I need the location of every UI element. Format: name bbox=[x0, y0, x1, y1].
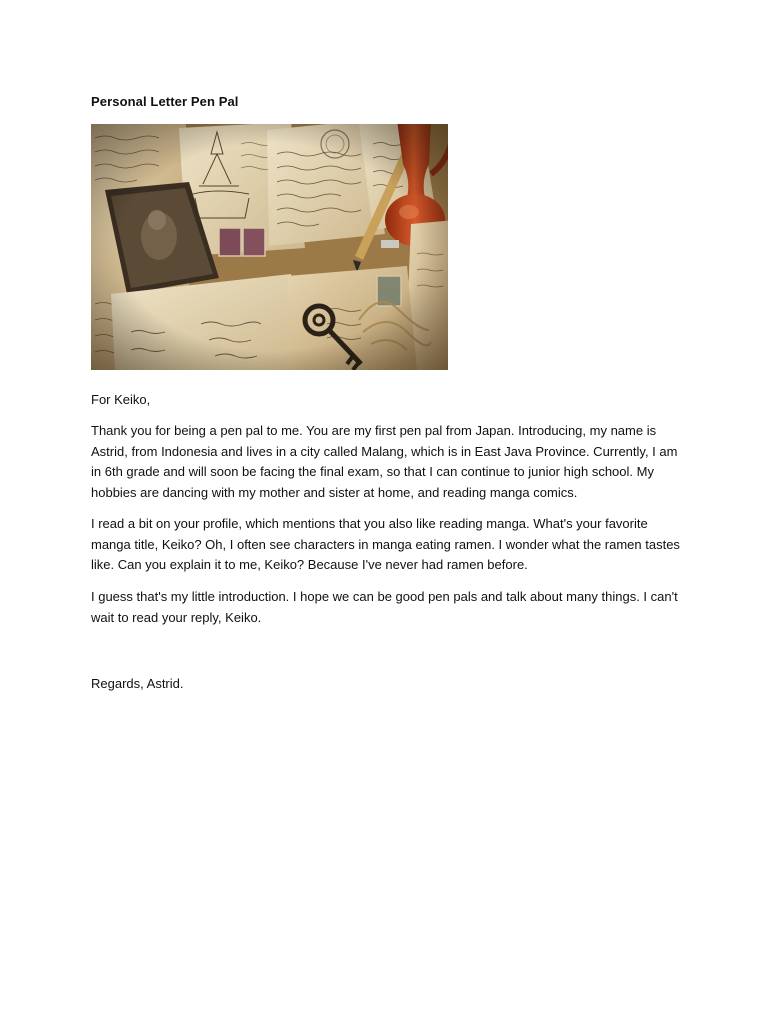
paragraph-text: I guess that's my little introduction. I hope we can be good pen pals and talk about many things. I can't wait to read your reply, Keiko. bbox=[91, 589, 678, 625]
vintage-letters-photo bbox=[91, 124, 448, 370]
paragraph-text: I read a bit on your profile, which mentions that you also like reading manga. What's your favorite manga title, Keiko? Oh, I often see characters in manga eating ramen. I wonder what the ramen tastes like. Can you explain it to me, Keiko? Because I've never had ramen before. bbox=[91, 516, 680, 572]
letter-paragraph-2 bbox=[91, 514, 687, 576]
document-title: Personal Letter Pen Pal bbox=[91, 94, 239, 109]
letter-greeting: For Keiko, bbox=[91, 392, 151, 407]
letter-paragraph-1 bbox=[91, 421, 687, 503]
paragraph-text: Thank you for being a pen pal to me. You are my first pen pal from Japan. Introducing, my name is Astrid, from Indonesia and lives in a city called Malang, which is in East Java Province. Currently, I am in 6th grade and will soon be facing the final exam, so that I can continue to junior high school. My hobbies are dancing with my mother and sister at home, and reading manga comics. bbox=[91, 423, 678, 500]
letter-closing: Regards, Astrid. bbox=[91, 676, 184, 691]
letter-paragraph-3 bbox=[91, 587, 687, 628]
